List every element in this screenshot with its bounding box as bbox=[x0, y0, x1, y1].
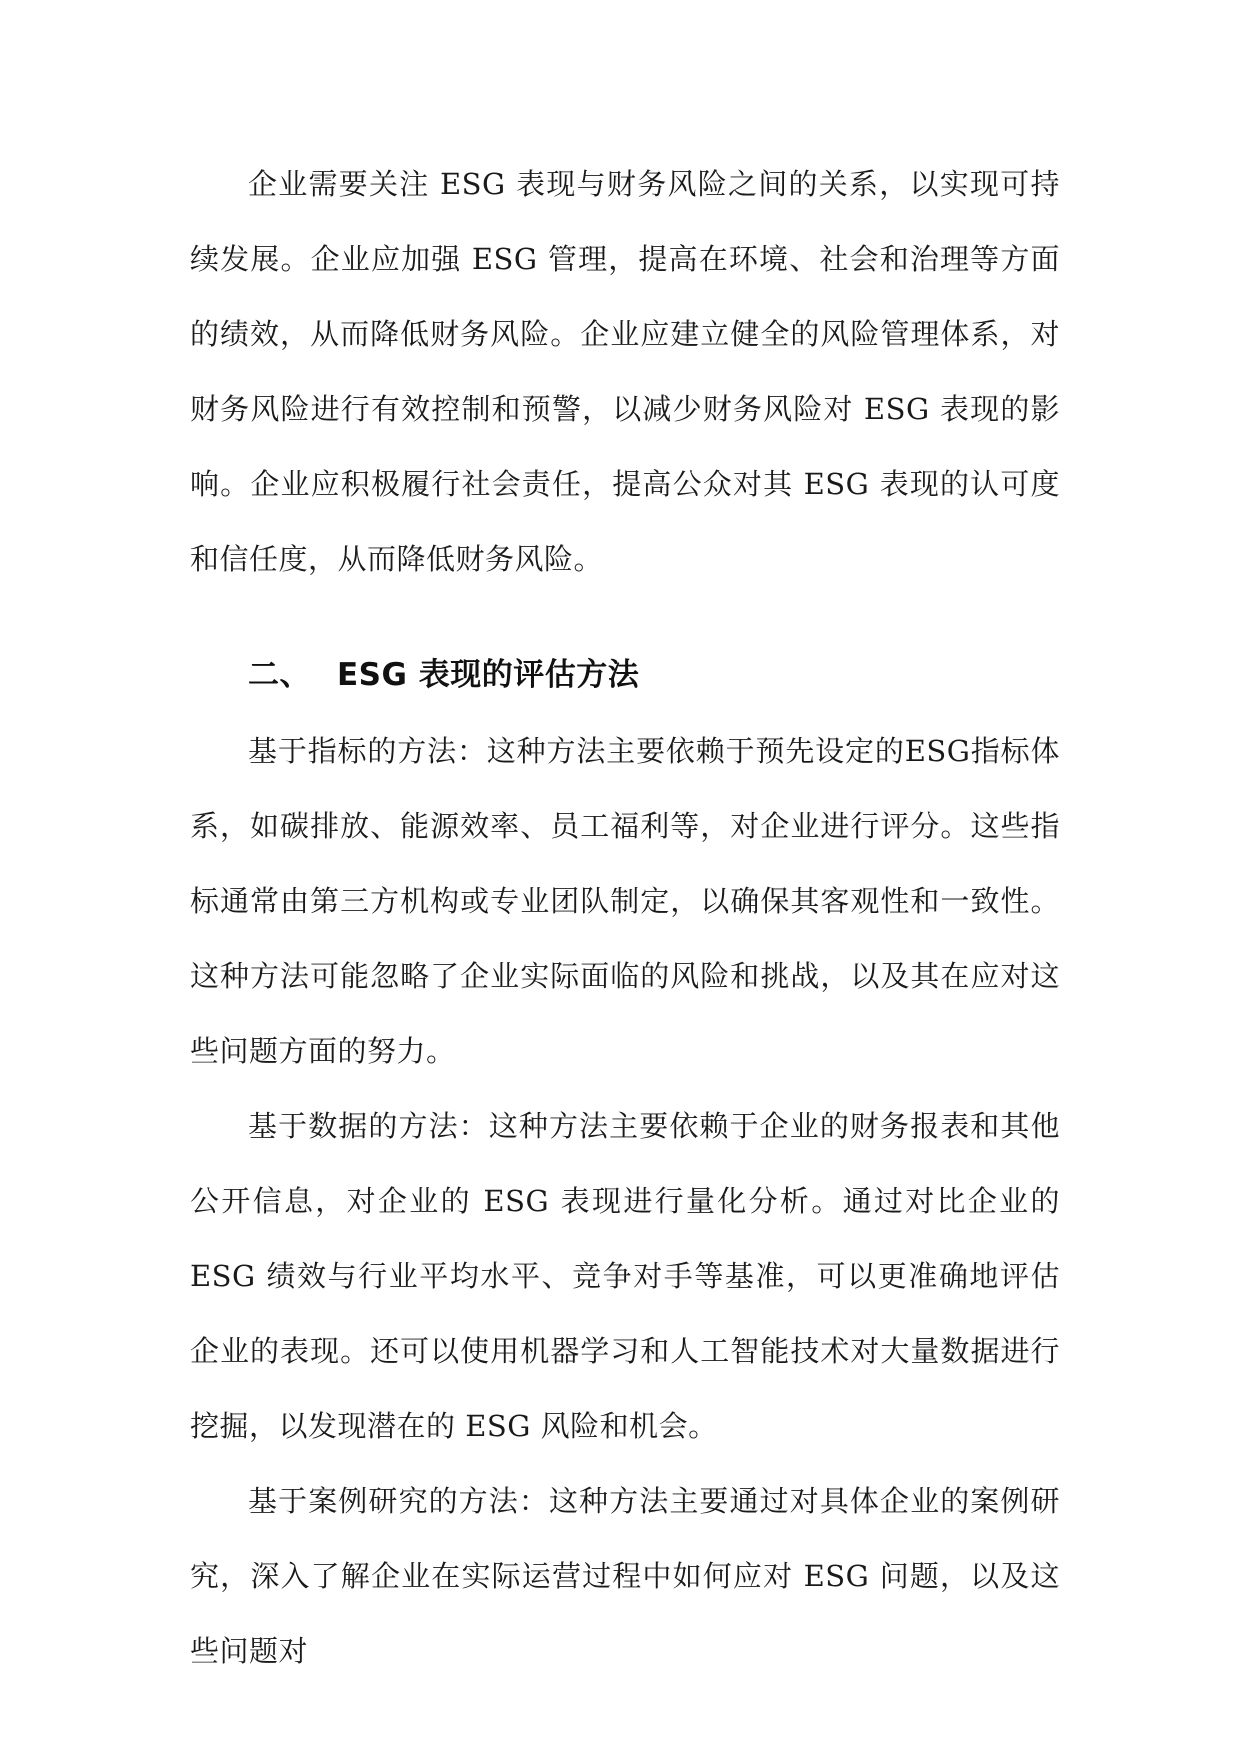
paragraph-esg-financial-risk: 企业需要关注 ESG 表现与财务风险之间的关系，以实现可持续发展。企业应加强 ESG 管理，提高在环境、社会和治理等方面的绩效，从而降低财务风险。企业应建立健全的风险管理体系，对财务风险进行有效控制和预警，以减少财务风险对 ESG 表现的影响。企业应积极履行社会责任，提高公众对其 ESG 表现的认可度和信任度，从而降低财务风险。 bbox=[190, 167, 1060, 576]
section-number: 二、 bbox=[248, 657, 311, 693]
paragraph-data-method: 基于数据的方法：这种方法主要依赖于企业的财务报表和其他公开信息，对企业的 ESG 表现进行量化分析。通过对比企业的 ESG 绩效与行业平均水平、竞争对手等基准，可以更准确地评估企业的表现。还可以使用机器学习和人工智能技术对大量数据进行挖掘，以发现潜在的 ESG 风险和机会。 bbox=[190, 1109, 1060, 1443]
section-title: ESG 表现的评估方法 bbox=[337, 657, 640, 693]
section-heading bbox=[190, 636, 1060, 714]
document-body bbox=[190, 147, 1060, 1689]
paragraph-case-study-method: 基于案例研究的方法：这种方法主要通过对具体企业的案例研究，深入了解企业在实际运营过程中如何应对 ESG 问题，以及这些问题对 bbox=[190, 1484, 1060, 1668]
paragraph-indicator-method: 基于指标的方法：这种方法主要依赖于预先设定的ESG指标体系，如碳排放、能源效率、员工福利等，对企业进行评分。这些指标通常由第三方机构或专业团队制定，以确保其客观性和一致性。这种方法可能忽略了企业实际面临的风险和挑战，以及其在应对这些问题方面的努力。 bbox=[190, 734, 1060, 1068]
